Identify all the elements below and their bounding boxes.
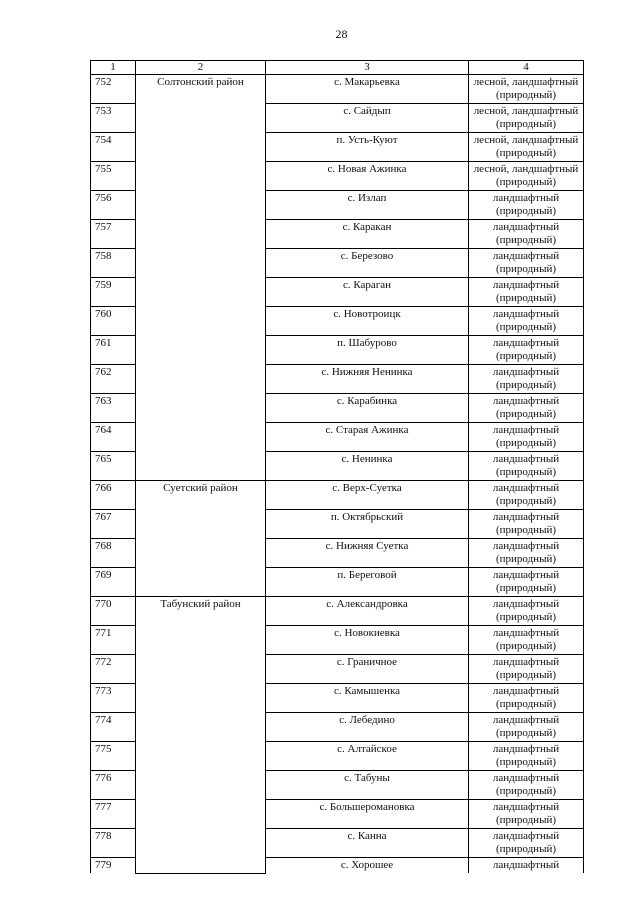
heritage-type-cell (469, 365, 584, 394)
row-number: 759 (91, 278, 136, 307)
locality-cell: с. Старая Ажинка (266, 423, 469, 452)
heritage-type-line-1: ландшафтный (492, 366, 560, 378)
heritage-type-line-2: (природный) (495, 205, 557, 217)
heritage-type-line-2: (природный) (495, 89, 557, 101)
locality-cell: с. Граничное (266, 655, 469, 684)
heritage-type-line-1: ландшафтный (492, 598, 560, 610)
heritage-type-cell (469, 162, 584, 191)
heritage-type-line-2: (природный) (495, 727, 557, 739)
heritage-type-line-2: (природный) (495, 582, 557, 594)
heritage-type-line-1: ландшафтный (492, 337, 560, 349)
column-header-row (91, 61, 584, 75)
locality-cell: с. Караган (266, 278, 469, 307)
heritage-type-line-1: ландшафтный (492, 308, 560, 320)
heritage-type-line-2: (природный) (495, 466, 557, 478)
table-row (91, 597, 584, 626)
heritage-type-line-1: ландшафтный (492, 569, 560, 581)
locality-cell: с. Лебедино (266, 713, 469, 742)
heritage-type-line-1: ландшафтный (492, 656, 560, 668)
row-number: 766 (91, 481, 136, 510)
heritage-type-cell (469, 307, 584, 336)
heritage-type-line-2: (природный) (495, 640, 557, 652)
heritage-type-cell (469, 336, 584, 365)
column-header-1: 1 (91, 61, 136, 75)
heritage-type-cell (469, 771, 584, 800)
row-number: 772 (91, 655, 136, 684)
heritage-type-line-2: (природный) (495, 437, 557, 449)
table-row (91, 75, 584, 104)
table-row (91, 481, 584, 510)
heritage-type-line-2: (природный) (495, 698, 557, 710)
row-number: 754 (91, 133, 136, 162)
heritage-type-cell (469, 858, 584, 874)
heritage-type-line-2: (природный) (495, 814, 557, 826)
locality-cell: с. Хорошее (266, 858, 469, 874)
locality-cell: с. Александровка (266, 597, 469, 626)
row-number: 776 (91, 771, 136, 800)
district-cell: Суетский район (136, 481, 266, 597)
heritage-type-line-1: ландшафтный (492, 685, 560, 697)
district-cell: Солтонский район (136, 75, 266, 481)
heritage-type-line-2: (природный) (495, 176, 557, 188)
heritage-type-cell (469, 713, 584, 742)
heritage-type-line-2: (природный) (495, 843, 557, 855)
heritage-type-cell (469, 452, 584, 481)
row-number: 756 (91, 191, 136, 220)
heritage-type-line-1: лесной, ландшафтный (473, 105, 579, 117)
heritage-type-cell (469, 423, 584, 452)
row-number: 773 (91, 684, 136, 713)
row-number: 765 (91, 452, 136, 481)
heritage-type-cell (469, 829, 584, 858)
heritage-type-cell (469, 568, 584, 597)
row-number: 762 (91, 365, 136, 394)
heritage-type-cell (469, 684, 584, 713)
heritage-type-line-2: (природный) (495, 234, 557, 246)
row-number: 758 (91, 249, 136, 278)
heritage-type-cell (469, 742, 584, 771)
heritage-type-cell (469, 104, 584, 133)
heritage-type-line-1: лесной, ландшафтный (473, 163, 579, 175)
heritage-type-line-1: ландшафтный (492, 424, 560, 436)
heritage-type-cell (469, 539, 584, 568)
locality-cell: п. Усть-Куют (266, 133, 469, 162)
locality-cell: п. Береговой (266, 568, 469, 597)
heritage-type-cell (469, 75, 584, 104)
locality-cell: с. Ненинка (266, 452, 469, 481)
locality-cell: с. Березово (266, 249, 469, 278)
heritage-type-line-1: ландшафтный (492, 453, 560, 465)
registry-table (90, 60, 584, 874)
row-number: 761 (91, 336, 136, 365)
row-number: 775 (91, 742, 136, 771)
row-number: 755 (91, 162, 136, 191)
locality-cell: с. Нижняя Ненинка (266, 365, 469, 394)
row-number: 767 (91, 510, 136, 539)
heritage-type-line-1: ландшафтный (492, 801, 560, 813)
column-header-2: 2 (136, 61, 266, 75)
row-number: 763 (91, 394, 136, 423)
locality-cell: с. Канна (266, 829, 469, 858)
heritage-type-line-1: лесной, ландшафтный (473, 76, 579, 88)
row-number: 752 (91, 75, 136, 104)
locality-cell: с. Излап (266, 191, 469, 220)
heritage-type-cell (469, 220, 584, 249)
row-number: 769 (91, 568, 136, 597)
heritage-type-line-1: ландшафтный (492, 627, 560, 639)
page-number: 28 (335, 27, 348, 41)
row-number: 757 (91, 220, 136, 249)
row-number: 764 (91, 423, 136, 452)
heritage-type-line-1: ландшафтный (492, 279, 560, 291)
heritage-type-line-2: (природный) (495, 611, 557, 623)
heritage-type-line-1: ландшафтный (492, 743, 560, 755)
heritage-type-line-1: ландшафтный (492, 772, 560, 784)
row-number: 771 (91, 626, 136, 655)
heritage-type-cell (469, 133, 584, 162)
heritage-type-line-1: ландшафтный (492, 540, 560, 552)
heritage-type-line-1: ландшафтный (492, 714, 560, 726)
locality-cell: с. Каракан (266, 220, 469, 249)
locality-cell: с. Новотроицк (266, 307, 469, 336)
heritage-type-line-1: ландшафтный (492, 221, 560, 233)
row-number: 779 (91, 858, 136, 874)
heritage-type-cell (469, 278, 584, 307)
locality-cell: с. Алтайское (266, 742, 469, 771)
locality-cell: с. Новая Ажинка (266, 162, 469, 191)
heritage-type-line-2: (природный) (495, 263, 557, 275)
heritage-type-line-2: (природный) (495, 408, 557, 420)
heritage-type-line-1: ландшафтный (492, 830, 560, 842)
district-cell: Табунский район (136, 597, 266, 874)
heritage-type-cell (469, 655, 584, 684)
heritage-type-line-2: (природный) (495, 495, 557, 507)
locality-cell: п. Октябрьский (266, 510, 469, 539)
row-number: 778 (91, 829, 136, 858)
row-number: 770 (91, 597, 136, 626)
heritage-type-line-2: (природный) (495, 669, 557, 681)
row-number: 753 (91, 104, 136, 133)
heritage-type-line-1: ландшафтный (492, 859, 560, 871)
column-header-3: 3 (266, 61, 469, 75)
heritage-type-line-2: (природный) (495, 118, 557, 130)
locality-cell: с. Макарьевка (266, 75, 469, 104)
heritage-type-line-2: (природный) (495, 756, 557, 768)
locality-cell: с. Верх-Суетка (266, 481, 469, 510)
heritage-type-cell (469, 626, 584, 655)
heritage-type-line-2: (природный) (495, 321, 557, 333)
heritage-type-cell (469, 510, 584, 539)
row-number: 774 (91, 713, 136, 742)
heritage-type-cell (469, 597, 584, 626)
heritage-type-line-1: ландшафтный (492, 250, 560, 262)
row-number: 777 (91, 800, 136, 829)
row-number: 768 (91, 539, 136, 568)
heritage-type-line-2: (природный) (495, 524, 557, 536)
heritage-type-line-2: (природный) (495, 553, 557, 565)
heritage-type-line-2: (природный) (495, 350, 557, 362)
heritage-type-line-1: ландшафтный (492, 482, 560, 494)
heritage-type-line-1: ландшафтный (492, 511, 560, 523)
heritage-type-cell (469, 481, 584, 510)
heritage-type-cell (469, 394, 584, 423)
heritage-type-cell (469, 800, 584, 829)
locality-cell: с. Новокиевка (266, 626, 469, 655)
heritage-type-line-1: лесной, ландшафтный (473, 134, 579, 146)
heritage-type-line-2: (природный) (495, 147, 557, 159)
locality-cell: п. Шабурово (266, 336, 469, 365)
column-header-4: 4 (469, 61, 584, 75)
heritage-type-line-1: ландшафтный (492, 192, 560, 204)
locality-cell: с. Большеромановка (266, 800, 469, 829)
locality-cell: с. Камышенка (266, 684, 469, 713)
heritage-type-line-1: ландшафтный (492, 395, 560, 407)
locality-cell: с. Карабинка (266, 394, 469, 423)
row-number: 760 (91, 307, 136, 336)
heritage-type-cell (469, 249, 584, 278)
locality-cell: с. Нижняя Суетка (266, 539, 469, 568)
heritage-type-line-2: (природный) (495, 292, 557, 304)
heritage-type-line-2: (природный) (495, 379, 557, 391)
heritage-type-cell (469, 191, 584, 220)
heritage-type-line-2: (природный) (495, 785, 557, 797)
locality-cell: с. Табуны (266, 771, 469, 800)
locality-cell: с. Сайдып (266, 104, 469, 133)
